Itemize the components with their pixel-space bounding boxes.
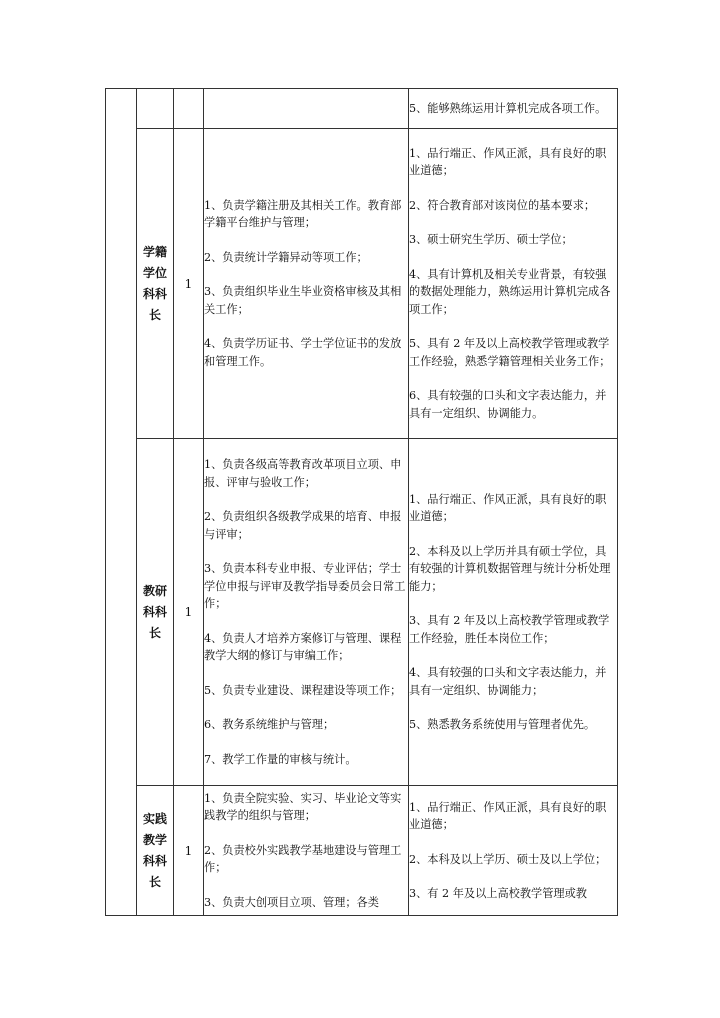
duty-item: 5、负责专业建设、课程建设等项工作； [204, 683, 402, 697]
duty-item: 1、负责各级高等教育改革项目立项、申报、评审与验收工作； [204, 458, 402, 489]
requirements-cell [409, 439, 618, 786]
job-table-body [106, 89, 618, 916]
duty-item: 1、负责学籍注册及其相关工作。教育部学籍平台维护与管理； [204, 198, 402, 230]
duty-item: 4、负责学历证书、学士学位证书的发放和管理工作。 [204, 337, 402, 368]
table-row [106, 786, 618, 916]
requirement-item: 2、本科及以上学历、硕士及以上学位； [409, 852, 607, 866]
position-title [137, 89, 174, 129]
duty-item: 7、教学工作量的审核与统计。 [204, 752, 357, 766]
duty-item: 6、教务系统维护与管理； [204, 718, 335, 731]
duty-item: 2、负责校外实践教学基地建设与管理工作； [204, 843, 402, 875]
headcount: 1 [174, 786, 204, 916]
duty-item: 1、负责全院实验、实习、毕业论文等实践教学的组织与管理； [204, 791, 402, 823]
requirement-item: 3、具有 2 年及以上高校教学管理或教学工作经验，胜任本岗位工作； [409, 614, 610, 645]
requirement-item: 6、具有较强的口头和文字表达能力，并具有一定组织、协调能力。 [409, 389, 607, 420]
requirement-item: 2、符合教育部对该岗位的基本要求； [409, 198, 596, 212]
position-title: 实践 教学 科科 长 [137, 786, 174, 916]
duties-cell [204, 786, 409, 916]
position-title: 教研 科科 长 [137, 439, 174, 786]
requirement-item: 1、品行端正、作风正派，具有良好的职业道德； [409, 800, 607, 831]
duty-item: 2、负责组织各级教学成果的培育、申报与评审； [204, 510, 402, 541]
duties-cell [204, 89, 409, 129]
department-cell [106, 89, 137, 916]
requirement-item: 5、熟悉教务系统使用与管理者优先。 [409, 718, 596, 731]
headcount: 1 [174, 129, 204, 439]
requirement-item: 5、具有 2 年及以上高校教学管理或教学工作经验，熟悉学籍管理相关业务工作； [409, 337, 611, 368]
duty-item: 3、负责大创项目立项、管理；各类 [204, 895, 379, 909]
duty-item: 3、负责组织毕业生毕业资格审核及其相关工作； [204, 285, 402, 316]
duty-item: 4、负责人才培养方案修订与管理、课程教学大纲的修订与审编工作； [204, 631, 402, 662]
headcount: 1 [174, 439, 204, 786]
requirement-item: 4、具有计算机及相关专业背景，有较强的数据处理能力，熟练运用计算机完成各项工作； [409, 267, 611, 316]
table-row [106, 129, 618, 439]
requirement-item: 1、品行端正、作风正派，具有良好的职业道德； [409, 492, 607, 523]
requirement-item: 1、品行端正、作风正派，具有良好的职业道德； [409, 146, 607, 178]
requirement-item: 2、本科及以上学历并具有硕士学位，具有较强的计算机数据管理与统计分析处理能力； [409, 544, 611, 593]
headcount [174, 89, 204, 129]
table-row [106, 439, 618, 786]
requirement-item: 5、能够熟练运用计算机完成各项工作。 [409, 101, 607, 115]
table-row [106, 89, 618, 129]
requirements-cell [409, 129, 618, 439]
duties-cell [204, 439, 409, 786]
requirement-item: 3、有 2 年及以上高校教学管理或教 [409, 887, 587, 900]
requirement-item: 3、硕士研究生学历、硕士学位； [409, 233, 573, 247]
position-title: 学籍 学位 科科 长 [137, 129, 174, 439]
duty-item: 2、负责统计学籍异动等项工作； [204, 250, 368, 264]
duties-cell [204, 129, 409, 439]
requirements-cell [409, 786, 618, 916]
requirement-item: 4、具有较强的口头和文字表达能力，并具有一定组织、协调能力； [409, 666, 607, 697]
duty-item: 3、负责本科专业申报、专业评估；学士学位申报与评审及教学指导委员会日常工作； [204, 562, 406, 610]
requirements-cell [409, 89, 618, 129]
job-table [105, 88, 618, 916]
